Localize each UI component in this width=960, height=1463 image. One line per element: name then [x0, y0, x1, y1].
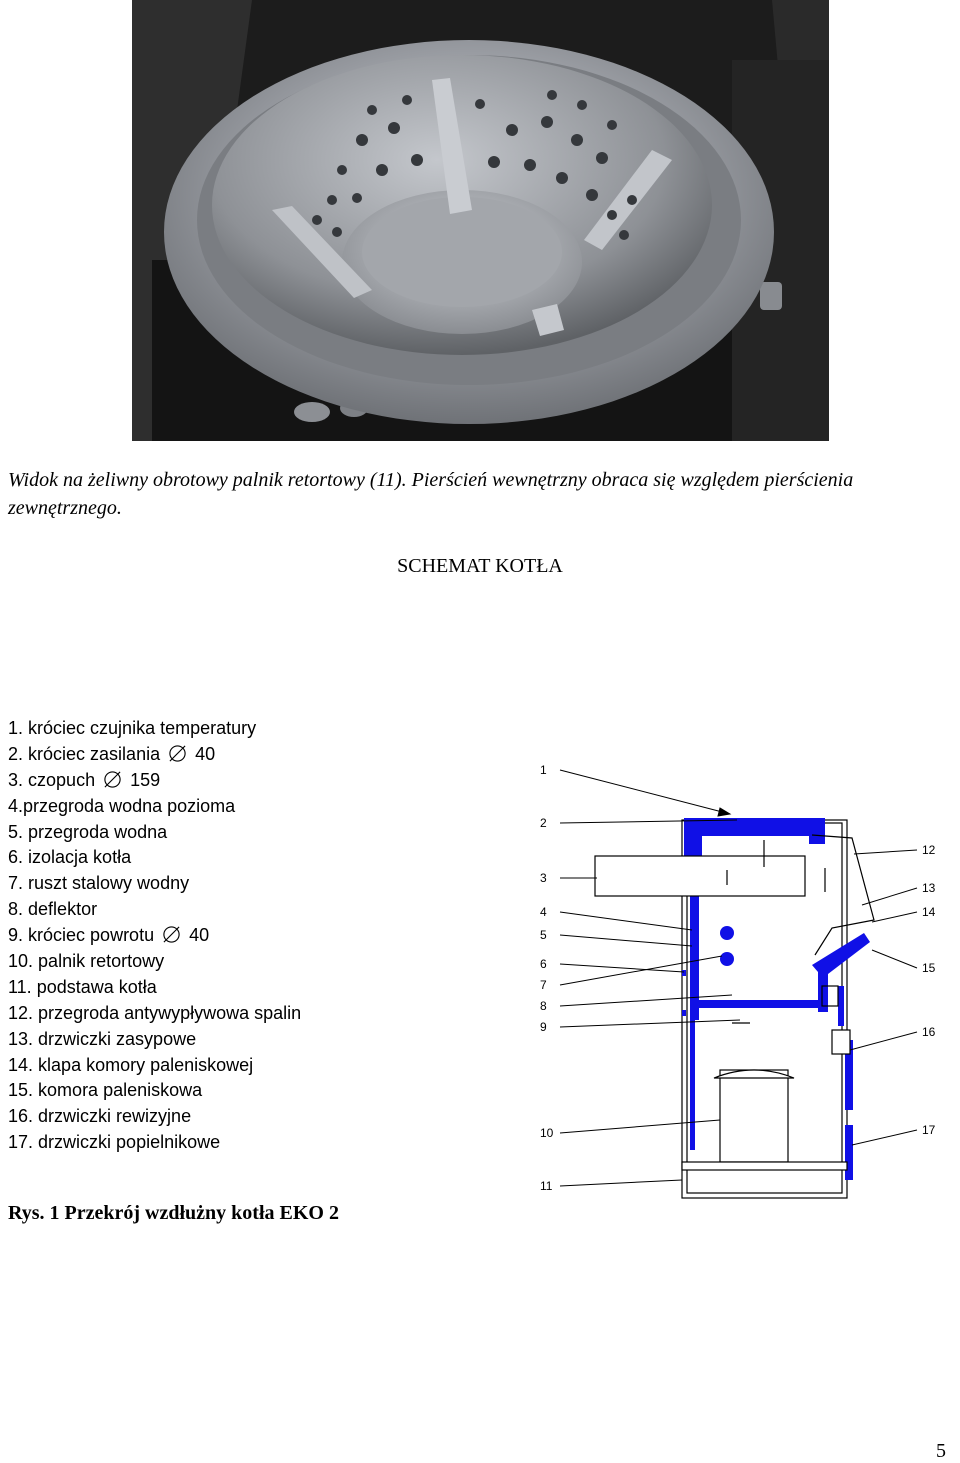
legend-item	[8, 1130, 301, 1156]
legend-item-text: podstawa kotła	[36, 976, 157, 997]
legend-item-text: króciec zasilania	[28, 743, 161, 764]
legend-item-text: czopuch	[28, 769, 96, 790]
legend-item-number: 8.	[8, 899, 24, 920]
legend-item	[8, 1104, 301, 1130]
legend-item-number: 16.	[8, 1106, 34, 1127]
legend-item-text: klapa komory paleniskowej	[38, 1054, 254, 1075]
diagram-label: 4	[540, 905, 547, 919]
diagram-label: 13	[922, 881, 936, 895]
legend-item-text: przegroda wodna	[28, 821, 168, 842]
legend-item	[8, 820, 301, 846]
diagram-label: 17	[922, 1123, 936, 1137]
legend-item-text: palnik retortowy	[38, 951, 165, 972]
legend-item-number: 6.	[8, 847, 24, 868]
diagram-label: 10	[540, 1126, 554, 1140]
legend-item	[8, 716, 301, 742]
diameter-icon	[168, 744, 187, 763]
legend-item-number: 7.	[8, 873, 24, 894]
legend-item-number: 17.	[8, 1132, 34, 1153]
legend-item-number: 12.	[8, 1002, 34, 1023]
legend-item	[8, 1027, 301, 1053]
diagram-label: 1	[540, 763, 547, 777]
diagram-label: 12	[922, 843, 936, 857]
legend-item-text: drzwiczki zasypowe	[38, 1028, 197, 1049]
legend-item-text: drzwiczki rewizyjne	[38, 1106, 192, 1127]
legend-item-text: drzwiczki popielnikowe	[38, 1132, 221, 1153]
diagram-label: 5	[540, 928, 547, 942]
legend-item	[8, 1078, 301, 1104]
page-number: 5	[936, 1440, 946, 1462]
legend-item-diameter: 159	[130, 769, 161, 790]
legend-item	[8, 871, 301, 897]
legend-item-number: 15.	[8, 1080, 34, 1101]
legend-item-number: 13.	[8, 1028, 34, 1049]
legend-item-number: 2.	[8, 743, 24, 764]
legend-item-number: 3.	[8, 769, 24, 790]
legend-item-number: 11.	[8, 976, 32, 997]
diameter-icon	[162, 925, 181, 944]
diameter-icon	[103, 770, 122, 789]
legend-item	[8, 897, 301, 923]
flue-pipe	[595, 856, 805, 896]
legend-item	[8, 923, 301, 949]
legend-item-text: ruszt stalowy wodny	[28, 873, 190, 894]
legend-item-text: komora paleniskowa	[38, 1080, 203, 1101]
legend-item-text: deflektor	[28, 899, 98, 920]
legend-item-number: 14.	[8, 1054, 34, 1075]
photo-caption: Widok na żeliwny obrotowy palnik retortowy (11). Pierścień wewnętrzny obraca się względem pierścienia zewnętrznego.	[8, 469, 854, 519]
diagram-label: 9	[540, 1020, 547, 1034]
diagram-label: 7	[540, 978, 547, 992]
legend-item-number: 5.	[8, 821, 24, 842]
legend-item	[8, 1053, 301, 1079]
schema-title: SCHEMAT KOTŁA	[397, 555, 563, 577]
legend-item	[8, 975, 301, 1001]
legend-item-text: króciec czujnika temperatury	[28, 718, 257, 738]
diagram-label: 14	[922, 905, 936, 919]
legend-item-text: króciec powrotu	[28, 925, 155, 946]
diagram-label: 3	[540, 871, 547, 885]
legend-item-text: przegroda wodna pozioma	[23, 795, 236, 816]
legend-item	[8, 742, 301, 768]
boiler-diagram	[532, 750, 952, 1200]
diagram-label: 16	[922, 1025, 936, 1039]
legend-item	[8, 1001, 301, 1027]
diagram-label: 8	[540, 999, 547, 1013]
legend-item	[8, 845, 301, 871]
legend-item-text: izolacja kotła	[28, 847, 132, 868]
diagram-label: 6	[540, 957, 547, 971]
legend-item-number: 1.	[8, 718, 24, 738]
legend-item-number: 9.	[8, 925, 24, 946]
legend-item	[8, 794, 301, 820]
burner-photo	[132, 0, 829, 441]
legend-item-number: 4.	[8, 795, 24, 816]
legend-item	[8, 949, 301, 975]
legend-item	[8, 768, 301, 794]
diagram-label: 11	[540, 1179, 553, 1193]
diagram-label: 2	[540, 816, 547, 830]
legend-item-number: 10.	[8, 951, 34, 972]
legend-list	[8, 716, 301, 1156]
diagram-label: 15	[922, 961, 936, 975]
legend-item-text: przegroda antywypływowa spalin	[38, 1002, 302, 1023]
legend-item-diameter: 40	[189, 925, 210, 946]
figure-caption: Rys. 1 Przekrój wzdłużny kotła EKO 2	[8, 1202, 339, 1224]
legend-item-diameter: 40	[195, 743, 216, 764]
